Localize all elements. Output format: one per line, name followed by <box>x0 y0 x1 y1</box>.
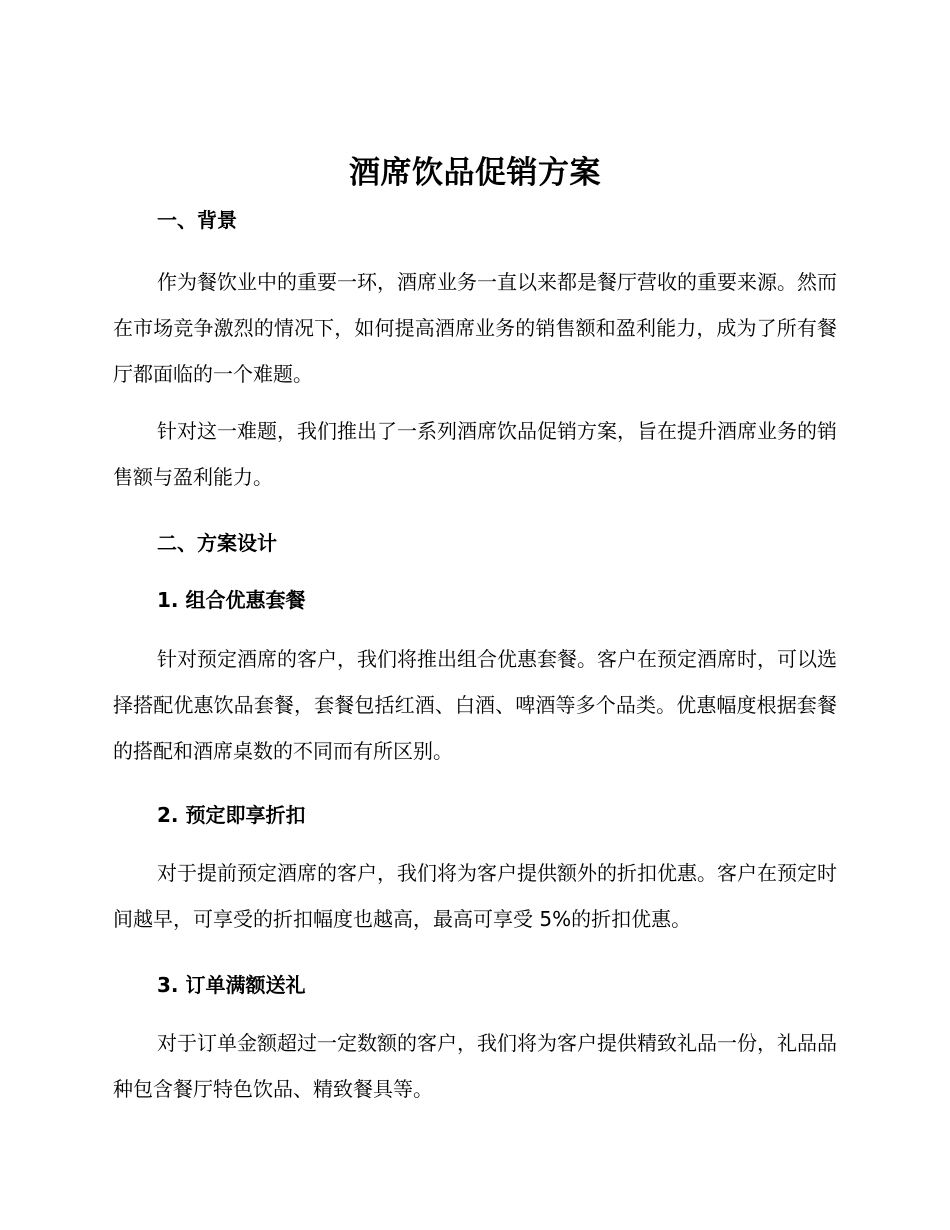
document-page <box>113 150 837 1112</box>
background-paragraph-2: 针对这一难题，我们推出了一系列酒席饮品促销方案，旨在提升酒席业务的销售额与盈利能力。 <box>113 419 837 489</box>
section-heading-background: 一、背景 <box>157 208 237 232</box>
discount-paragraph: 对于提前预定酒席的客户，我们将为客户提供额外的折扣优惠。客户在预定时间越早，可享受的折扣幅度也越高，最高可享受 5%的折扣优惠。 <box>113 861 837 931</box>
section-heading-design: 二、方案设计 <box>157 531 277 555</box>
subheading-gift: 3. 订单满额送礼 <box>157 973 306 997</box>
gift-paragraph: 对于订单金额超过一定数额的客户，我们将为客户提供精致礼品一份，礼品品种包含餐厅特色饮品、精致餐具等。 <box>113 1031 837 1101</box>
document-title: 酒席饮品促销方案 <box>349 155 601 191</box>
subheading-combo: 1. 组合优惠套餐 <box>157 588 306 612</box>
subheading-discount: 2. 预定即享折扣 <box>157 803 306 827</box>
combo-paragraph: 针对预定酒席的客户，我们将推出组合优惠套餐。客户在预定酒席时，可以选择搭配优惠饮品套餐，套餐包括红酒、白酒、啤酒等多个品类。优惠幅度根据套餐的搭配和酒席桌数的不同而有所区别。 <box>113 647 837 763</box>
background-paragraph-1: 作为餐饮业中的重要一环，酒席业务一直以来都是餐厅营收的重要来源。然而在市场竞争激烈的情况下，如何提高酒席业务的销售额和盈利能力，成为了所有餐厅都面临的一个难题。 <box>113 270 837 386</box>
